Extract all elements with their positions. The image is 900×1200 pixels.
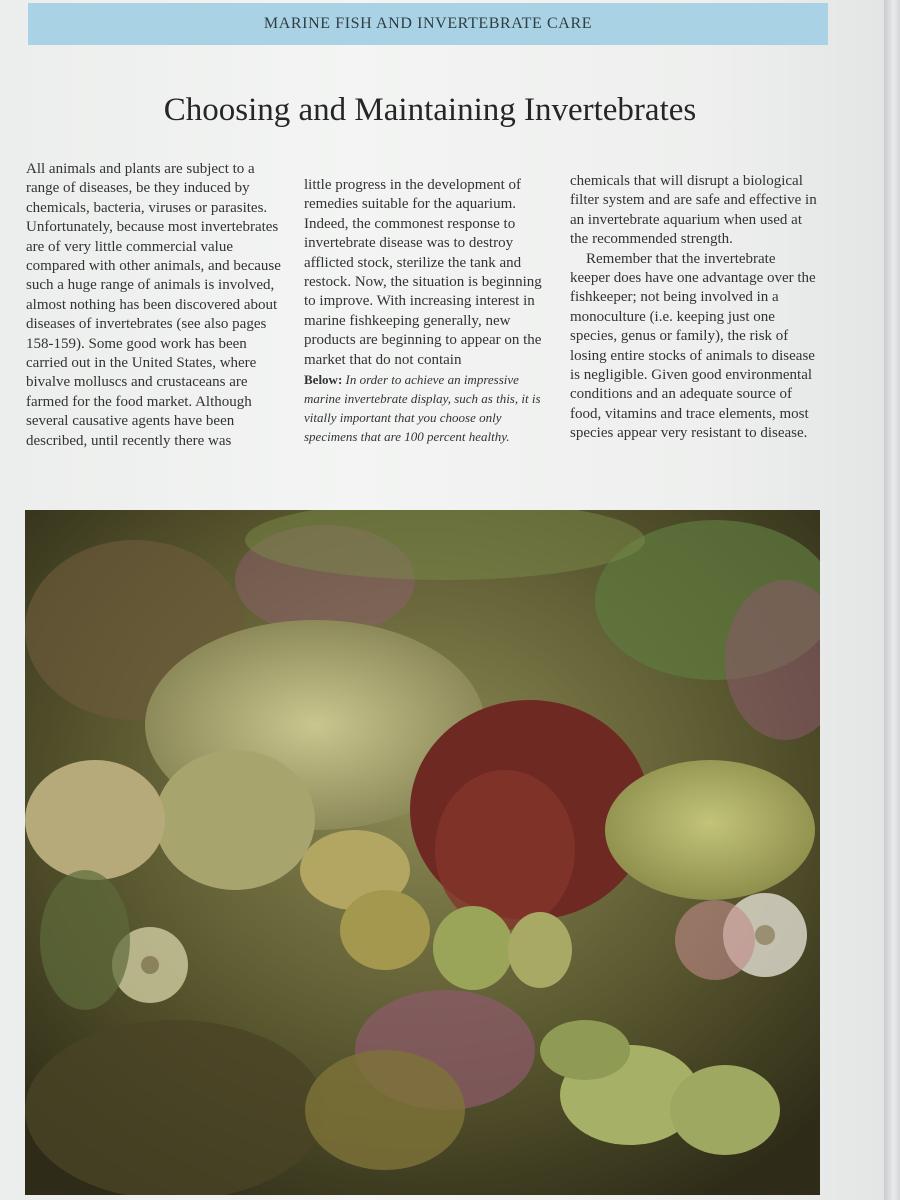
caption-label: Below: xyxy=(304,372,343,388)
anemone-disc xyxy=(155,750,315,890)
algae-patch xyxy=(40,870,130,1010)
text-column-2 xyxy=(304,176,554,446)
coralline-patch xyxy=(675,900,755,980)
section-header-band xyxy=(28,3,828,45)
body-paragraph: chemicals that will disrupt a biological filter system and are safe and effective in an invertebrate aquarium when used at the recommended strength. xyxy=(570,173,817,248)
body-paragraph: Remember that the invertebrate keeper does have one advantage over the fishkeeper; not being involved in a monoculture (i.e. keeping just one species, genus or family), the risk of losing entire stocks of animals to disease is negligible. Given good environmental conditions and an adequate source of food, vitamins and trace elements, most species appear very resistant to disease. xyxy=(570,250,816,442)
page-edge xyxy=(884,0,900,1200)
bubble-coral xyxy=(25,760,165,880)
reef-illustration xyxy=(25,510,820,1195)
mushroom-coral xyxy=(508,912,572,988)
caption-text: In order to achieve an impressive marine invertebrate display, such as this, it is vitally important that you choose only specimens that are 100 percent healthy. xyxy=(304,372,541,445)
mushroom-coral xyxy=(540,1020,630,1080)
rock-patch xyxy=(25,1020,325,1195)
mushroom-coral xyxy=(670,1065,780,1155)
leather-coral xyxy=(605,760,815,900)
sponge xyxy=(305,1050,465,1170)
body-paragraph: All animals and plants are subject to a range of diseases, be they induced by chemicals, bacteria, viruses or parasites. Unfortunately, because most invertebrates are of very little commercial value compared with other animals, and because such a huge range of animals is involved, almost nothing has been discovered about diseases of invertebrates (see also pages 158-159). Some good work has been carried out in the United States, where bivalve molluscs and crustaceans are farmed for the food market. Although several causative agents have been described, until recently there was xyxy=(26,161,281,449)
page-title: Choosing and Maintaining Invertebrates xyxy=(163,92,697,129)
reef-aquarium-photo xyxy=(25,510,820,1195)
red-seaweed xyxy=(435,770,575,930)
sponge xyxy=(340,890,430,970)
body-paragraph: little progress in the development of remedies suitable for the aquarium. Indeed, the commonest response to invertebrate disease was to destroy afflicted stock, sterilize the tank and restock. Now, the situation is beginning to improve. With increasing interest in marine fishkeeping generally, new products are beginning to appear on the market that do not contain xyxy=(304,177,542,368)
text-column-1 xyxy=(26,160,288,451)
section-header-text: MARINE FISH AND INVERTEBRATE CARE xyxy=(263,15,593,32)
photo-caption xyxy=(304,370,554,446)
mushroom-coral xyxy=(433,906,513,990)
text-column-3 xyxy=(570,172,818,444)
